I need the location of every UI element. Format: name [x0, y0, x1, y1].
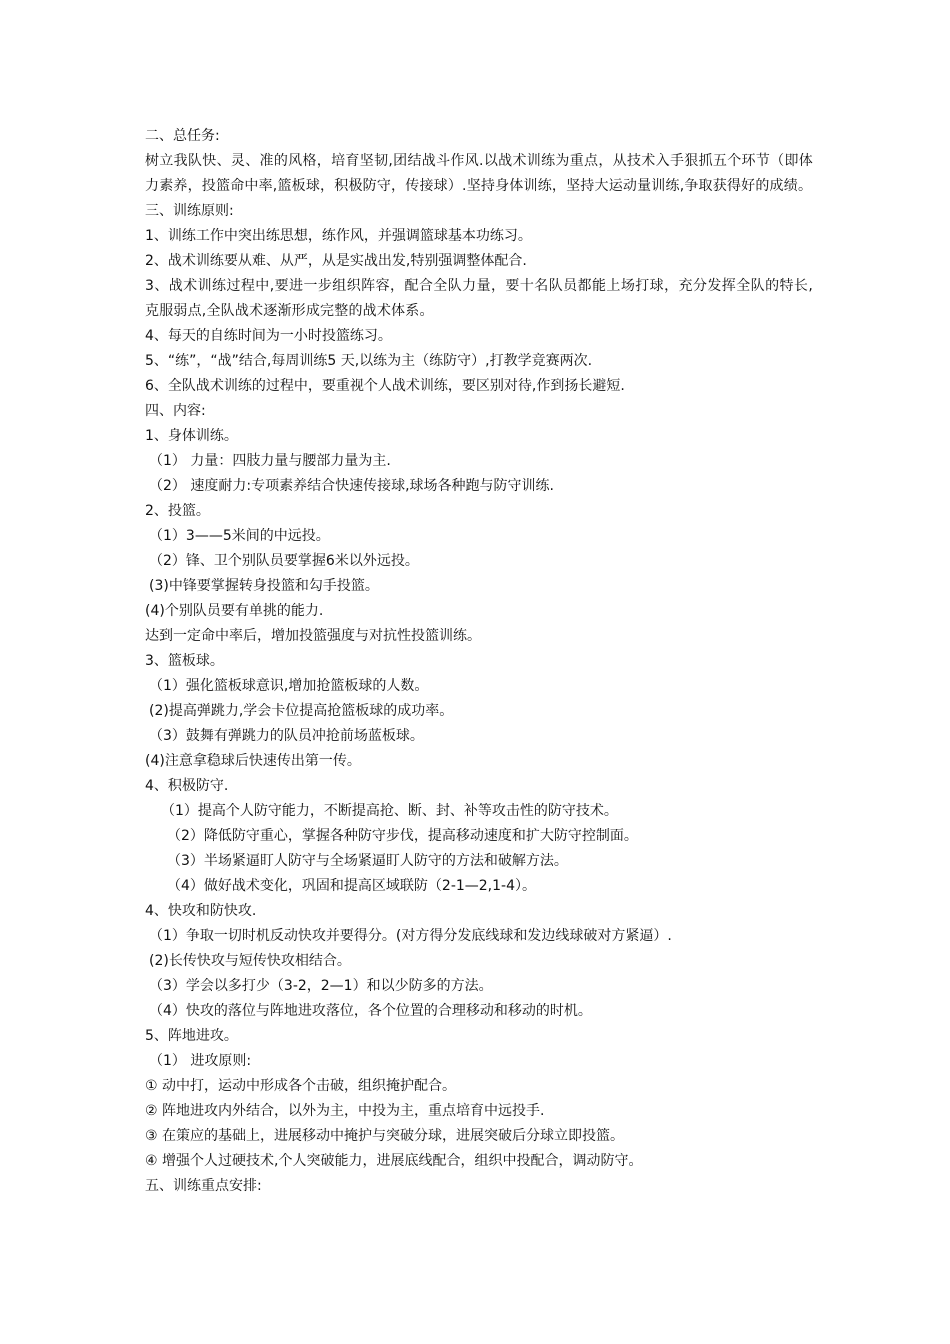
- text-line: （3）学会以多打少（3-2，2—1）和以少防多的方法。: [149, 978, 493, 994]
- text-line: 4、快攻和防快攻.: [145, 903, 257, 919]
- text-line: （3）半场紧逼盯人防守与全场紧逼盯人防守的方法和破解方法。: [167, 853, 568, 869]
- text-line: （1）强化篮板球意识,增加抢篮板球的人数。: [149, 678, 429, 694]
- text-line: ④ 增强个人过硬技术,个人突破能力，进展底线配合，组织中投配合，调动防守。: [145, 1153, 643, 1169]
- text-line: （4）快攻的落位与阵地进攻落位，各个位置的合理移动和移动的时机。: [149, 1003, 592, 1019]
- text-line: 三、训练原则:: [145, 203, 234, 219]
- text-line: 5、“练”，“战”结合,每周训练5 天,以练为主（练防守）,打教学竞赛两次.: [145, 353, 593, 369]
- text-line: (2)长传快攻与短传快攻相结合。: [149, 953, 351, 969]
- text-line: （2）降低防守重心，掌握各种防守步伐，提高移动速度和扩大防守控制面。: [167, 828, 638, 844]
- text-line: 5、阵地进攻。: [145, 1028, 238, 1044]
- text-line: 1、身体训练。: [145, 428, 238, 444]
- text-line: 4、每天的自练时间为一小时投篮练习。: [145, 328, 392, 344]
- text-line: 四、内容:: [145, 403, 206, 419]
- text-line: （2） 速度耐力:专项素养结合快速传接球,球场各种跑与防守训练.: [149, 478, 554, 494]
- text-line: (4)个别队员要有单挑的能力.: [145, 603, 324, 619]
- document-body: [145, 124, 813, 1199]
- text-line: （4）做好战术变化，巩固和提高区域联防（2-1—2,1-4）。: [167, 878, 536, 894]
- text-line: 3、篮板球。: [145, 653, 224, 669]
- text-line: 二、总任务:: [145, 128, 220, 144]
- text-line: （1） 进攻原则:: [149, 1053, 252, 1069]
- text-line: 6、全队战术训练的过程中，要重视个人战术训练，要区别对待,作到扬长避短.: [145, 378, 625, 394]
- text-line: 五、训练重点安排:: [145, 1178, 262, 1194]
- text-line: （1）提高个人防守能力，不断提高抢、断、封、补等攻击性的防守技术。: [161, 803, 618, 819]
- text-line: （1） 力量：四肢力量与腰部力量为主.: [149, 453, 391, 469]
- text-line: （2）锋、卫个别队员要掌握6米以外远投。: [149, 553, 419, 569]
- text-line: 2、投篮。: [145, 503, 210, 519]
- text-line: （1）3——5米间的中远投。: [149, 528, 330, 544]
- text-line: 树立我队快、灵、准的风格，培育坚韧,团结战斗作风.以战术训练为重点，从技术入手狠抓五个环节（即体力素养，投篮命中率,篮板球，积极防守，传接球）.坚持身体训练，坚持大运动量训练,争取获得好的成绩。: [145, 153, 813, 194]
- text-line: 2、战术训练要从难、从严，从是实战出发,特别强调整体配合.: [145, 253, 527, 269]
- text-line: （1）争取一切时机反动快攻并要得分。(对方得分发底线球和发边线球破对方紧逼）.: [149, 928, 672, 944]
- text-line: 4、积极防守.: [145, 778, 229, 794]
- text-line: （3）鼓舞有弹跳力的队员冲抢前场蓝板球。: [149, 728, 424, 744]
- text-line: ① 动中打，运动中形成各个击破，组织掩护配合。: [145, 1078, 456, 1094]
- text-line: 3、战术训练过程中,要进一步组织阵容，配合全队力量，要十名队员都能上场打球，充分发挥全队的特长,克服弱点,全队战术逐渐形成完整的战术体系。: [145, 278, 813, 319]
- text-line: (2)提高弹跳力,学会卡位提高抢篮板球的成功率。: [149, 703, 454, 719]
- text-line: (4)注意拿稳球后快速传出第一传。: [145, 753, 361, 769]
- text-line: ③ 在策应的基础上，进展移动中掩护与突破分球，进展突破后分球立即投篮。: [145, 1128, 624, 1144]
- text-line: 达到一定命中率后，增加投篮强度与对抗性投篮训练。: [145, 628, 481, 644]
- text-line: ② 阵地进攻内外结合，以外为主，中投为主，重点培育中远投手.: [145, 1103, 545, 1119]
- text-line: (3)中锋要掌握转身投篮和勾手投篮。: [149, 578, 379, 594]
- text-line: 1、训练工作中突出练思想，练作风，并强调篮球基本功练习。: [145, 228, 532, 244]
